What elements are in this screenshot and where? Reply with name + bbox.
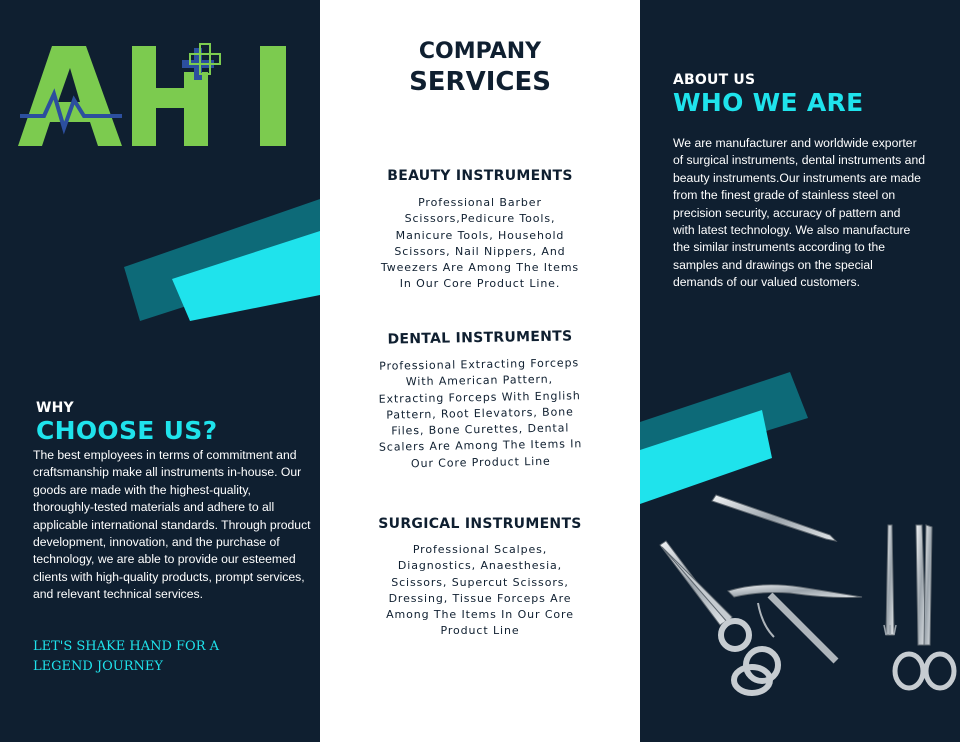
nail-nipper-icon	[728, 585, 862, 661]
about-us-body: We are manufacturer and worldwide exporter of surgical instruments, dental instruments and beauty instruments.Our instruments are made from the finest grade of stainless steel on precision security, accuracy of pattern and with latest technology. We also manufacture the similar instruments according to the samples and drawings on the special demands of our valued customers.	[673, 136, 925, 290]
surgical-instruments-image	[650, 485, 960, 742]
tweezers-icon	[712, 495, 836, 541]
surgical-instruments-text: Professional Scalpes, Diagnostics, Anaesthesia, Scissors, Supercut Scissors, Dressing, Tissue Forceps Are Among The Items In Our Core Product Line	[386, 543, 574, 638]
why-kicker: WHY	[36, 400, 74, 416]
forceps-icon	[884, 525, 896, 635]
choose-us-heading: CHOOSE US?	[36, 416, 218, 445]
why-choose-body: The best employees in terms of commitment and craftsmanship make all instruments in-house. Our goods are made with the highest-quality, thoroughly-tested materials and adhere to all applicable international standards. Through product development, innovation, and the purchase of technology, we are able to provide our esteemed clients with high-quality products, prompt services, and relevant technical services.	[33, 448, 311, 602]
beauty-instruments-text: Professional Barber Scissors,Pedicure Tools, Manicure Tools, Household Scissors, Nail Nippers, And Tweezers Are Among The Items In Our Core Product Line.	[380, 196, 580, 291]
surgical-scissors-icon	[895, 525, 954, 688]
logo-letter-i	[260, 46, 286, 146]
barber-scissors-icon	[660, 541, 778, 693]
company-logo	[14, 36, 294, 156]
dental-instruments-heading: DENTAL INSTRUMENTS	[387, 328, 573, 348]
surgical-instruments-heading: SURGICAL INSTRUMENTS	[378, 516, 582, 532]
dental-instruments-text: Professional Extracting Forceps With American Pattern, Extracting Forceps With English Pattern, Root Elevators, Bone Files, Bone Curettes, Dental Scalers Are Among The Items In Our Core Product Line	[378, 356, 583, 470]
beauty-instruments-heading: BEAUTY INSTRUMENTS	[387, 168, 573, 184]
about-us-kicker: ABOUT US	[673, 72, 756, 88]
decorative-stripes-left	[120, 195, 320, 325]
services-title-line2: SERVICES	[409, 67, 551, 97]
shake-hand-tagline: LET'S SHAKE HAND FOR A LEGEND JOURNEY	[33, 639, 220, 674]
who-we-are-heading: WHO WE ARE	[673, 88, 864, 117]
services-title-line1: COMPANY	[418, 39, 542, 64]
company-services-title	[320, 38, 640, 98]
